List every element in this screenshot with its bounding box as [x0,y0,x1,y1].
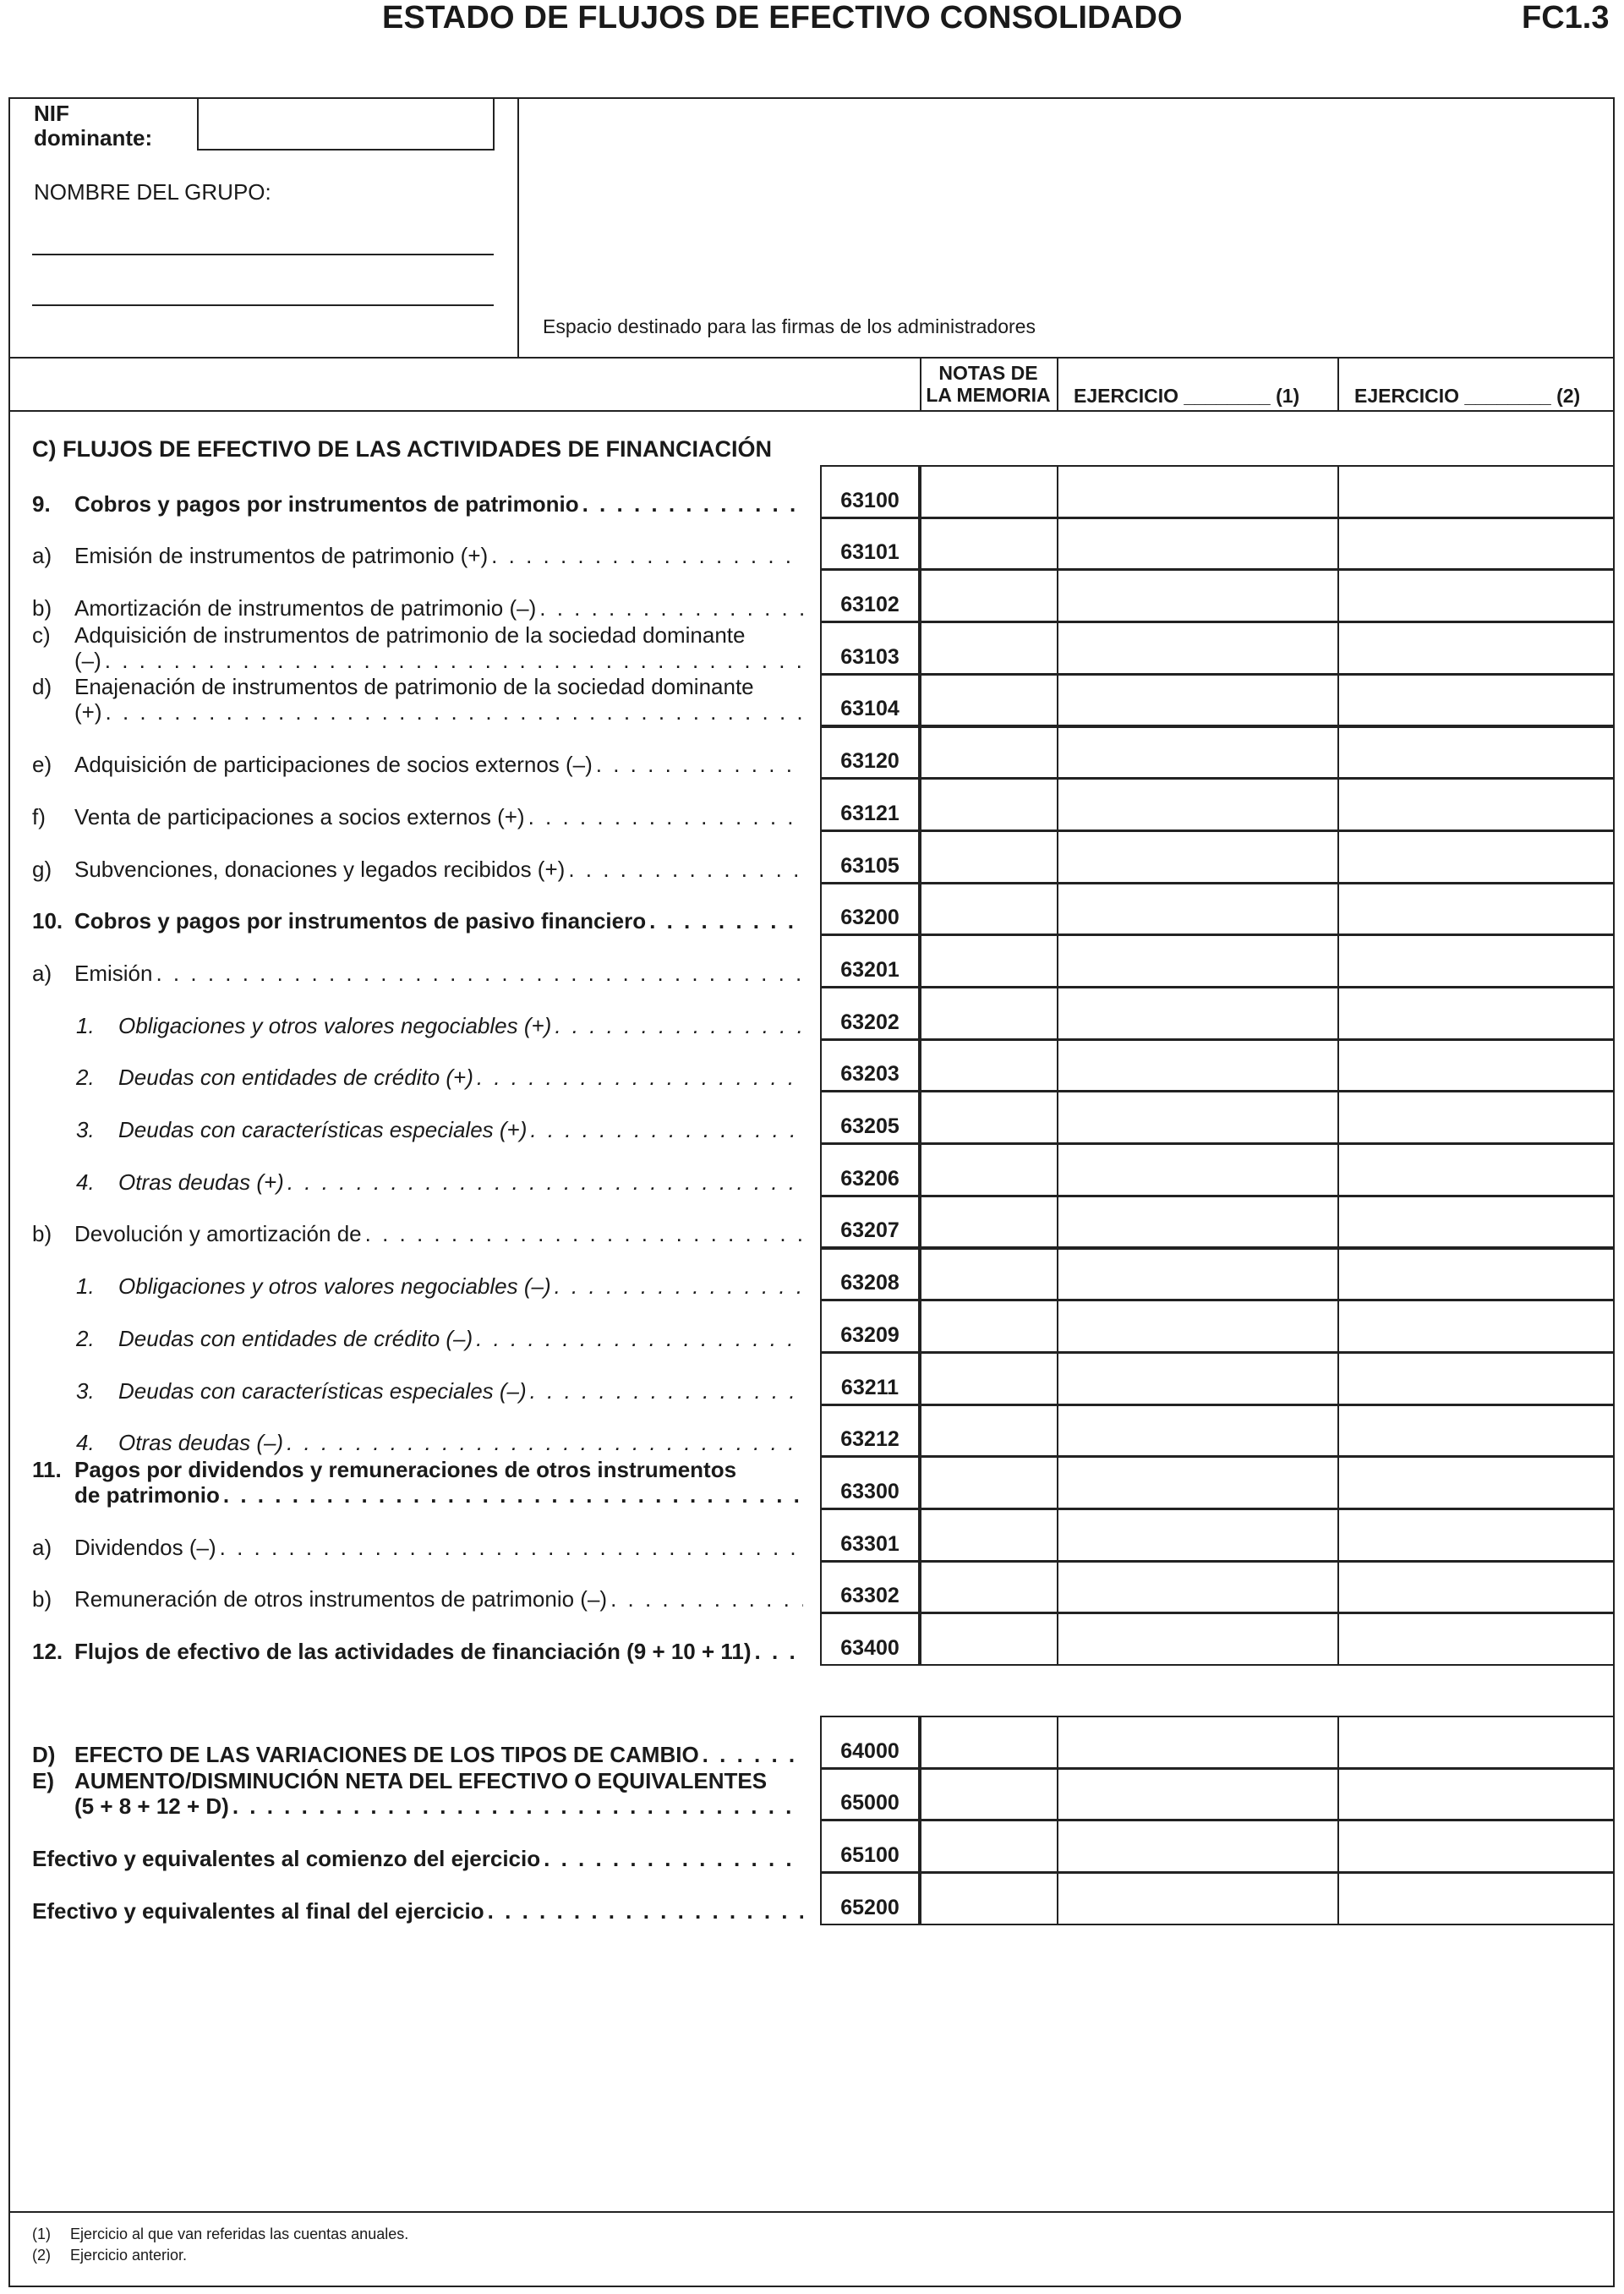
row-code: 63300 [820,1456,920,1509]
notes-cell-65100[interactable] [920,1820,1058,1873]
year2-cell-63102[interactable] [1337,569,1615,622]
row-code: 63120 [820,726,920,780]
row-number: 9. [32,490,51,517]
year2-cell-65000[interactable] [1337,1768,1615,1821]
year1-cell-65000[interactable] [1057,1768,1339,1821]
notes-cell-63205[interactable] [920,1091,1058,1144]
row-label [74,543,803,568]
year1-cell-63300[interactable] [1057,1456,1339,1509]
row-label-text: Cobros y pagos por instrumentos de pasivo financiero [74,908,647,934]
nif-label-line2: dominante: [34,125,153,151]
year1-cell-63103[interactable] [1057,621,1339,675]
notes-cell-63104[interactable] [920,674,1058,727]
footnote-2 [32,2245,408,2266]
row-label [74,1742,803,1767]
footnote-1-number: (1) [32,2226,51,2242]
row-number: a) [32,960,52,986]
year2-cell-63302[interactable] [1337,1561,1615,1614]
row-code: 63212 [820,1404,920,1458]
year2-cell-63209[interactable] [1337,1300,1615,1353]
notes-cell-63105[interactable] [920,830,1058,884]
year2-cell-63103[interactable] [1337,621,1615,675]
year2-cell-63101[interactable] [1337,517,1615,571]
year2-cell-65100[interactable] [1337,1820,1615,1873]
leader-dots [568,857,803,882]
notes-cell-63202[interactable] [920,987,1058,1040]
year2-cell-63120[interactable] [1337,726,1615,780]
row-number: a) [32,543,52,569]
row-label-text: Remuneración de otros instrumentos de patrimonio (–) [74,1586,608,1612]
year1-cell-63211[interactable] [1057,1352,1339,1405]
row-label-text: Flujos de efectivo de las actividades de financiación (9 + 10 + 11) [74,1639,752,1665]
nif-input[interactable] [197,97,495,151]
row-number: a) [32,1534,52,1560]
row-63212 [32,1404,803,1456]
row-63211 [32,1351,803,1404]
leader-dots [555,1013,803,1038]
leader-dots [544,1846,803,1871]
row-label-line2: (–) [74,647,101,673]
year2-cell-63202[interactable] [1337,987,1615,1040]
notes-header-line1: NOTAS DE [938,362,1038,384]
row-code: 63101 [820,517,920,571]
row-code: 63207 [820,1196,920,1249]
row-63300 [32,1455,803,1508]
row-number: 10. [32,908,63,934]
row-number: b) [32,595,52,621]
row-label-text: Obligaciones y otros valores negociables (–) [118,1273,551,1300]
row-code: 63206 [820,1143,920,1196]
row-63105 [32,829,803,882]
row-label-line2: (+) [74,699,102,725]
leader-dots [610,1586,803,1612]
row-63101 [32,517,803,569]
notes-cell-63120[interactable] [920,726,1058,780]
notes-cell-63207[interactable] [920,1196,1058,1249]
row-63202 [32,986,803,1038]
year1-cell-65200[interactable] [1057,1872,1339,1925]
row-label [74,1586,803,1612]
row-label-text: Cobros y pagos por instrumentos de patrimonio [74,490,579,517]
row-code: 63209 [820,1300,920,1353]
nif-label [34,101,152,151]
notes-cell-63206[interactable] [920,1143,1058,1196]
col-divider-c [1337,357,1339,411]
year1-cell-63206[interactable] [1057,1143,1339,1196]
nif-label-line1: NIF [34,101,69,126]
row-label [74,1221,803,1246]
leader-dots [491,543,803,568]
year1-cell-63101[interactable] [1057,517,1339,571]
year1-cell-63102[interactable] [1057,569,1339,622]
leader-dots [476,1326,803,1351]
notes-cell-63209[interactable] [920,1300,1058,1353]
row-number: 11. [32,1456,62,1482]
row-label [74,1768,803,1819]
row-number: 3. [76,1377,95,1404]
row-number: c) [32,621,51,648]
footnote-1-text: Ejercicio al que van referidas las cuentas anuales. [70,2226,409,2242]
row-label [74,1457,803,1508]
footnote-1 [32,2224,408,2245]
row-code: 64000 [820,1716,920,1769]
row-label [32,1846,803,1871]
row-63301 [32,1508,803,1560]
row-label-line1: Adquisición de instrumentos de patrimonio de la sociedad dominante [74,621,746,648]
notes-cell-63101[interactable] [920,517,1058,571]
row-63100 [32,464,803,517]
row-63208 [32,1247,803,1300]
row-code: 63301 [820,1508,920,1562]
row-label-line2: de patrimonio [74,1481,220,1508]
row-63201 [32,933,803,986]
year1-cell-65100[interactable] [1057,1820,1339,1873]
row-label [74,674,803,725]
row-code: 63103 [820,621,920,675]
leader-dots [156,961,803,986]
notes-cell-64000[interactable] [920,1716,1058,1769]
year2-cell-65200[interactable] [1337,1872,1615,1925]
row-label [118,1273,803,1299]
notes-cell-63211[interactable] [920,1352,1058,1405]
year1-cell-64000[interactable] [1057,1716,1339,1769]
row-number: e) [32,752,52,778]
year1-cell-63105[interactable] [1057,830,1339,884]
row-code: 63400 [820,1612,920,1666]
leader-dots [287,1169,803,1195]
year1-cell-63302[interactable] [1057,1561,1339,1614]
year2-cell-63207[interactable] [1337,1196,1615,1249]
row-63209 [32,1299,803,1351]
row-63121 [32,777,803,829]
year2-cell-64000[interactable] [1337,1716,1615,1769]
row-code: 63211 [820,1352,920,1405]
row-label-text: Deudas con entidades de crédito (–) [118,1325,473,1351]
group-name-line-2[interactable] [32,304,494,306]
row-63200 [32,882,803,934]
leader-dots [223,1482,803,1508]
notes-cell-63300[interactable] [920,1456,1058,1509]
notes-cell-63208[interactable] [920,1248,1058,1301]
row-number: b) [32,1586,52,1612]
row-number: D) [32,1741,56,1767]
footnote-2-text: Ejercicio anterior. [70,2247,188,2264]
leader-dots [106,699,804,725]
leader-dots [703,1742,803,1767]
notes-cell-63103[interactable] [920,621,1058,675]
year2-cell-63301[interactable] [1337,1508,1615,1562]
row-64000 [32,1715,803,1767]
footnote-2-number: (2) [32,2247,51,2264]
row-label-text: Efectivo y equivalentes al final del ejercicio [32,1897,484,1924]
notes-column-header [921,362,1055,406]
row-number: d) [32,674,52,700]
row-label-text: Adquisición de participaciones de socios externos (–) [74,752,593,778]
row-label-text: EFECTO DE LAS VARIACIONES DE LOS TIPOS DE CAMBIO [74,1741,699,1767]
row-label-text: Otras deudas (–) [118,1430,284,1456]
leader-dots [220,1535,803,1560]
row-code: 63205 [820,1091,920,1144]
row-code: 63105 [820,830,920,884]
id-bottom-rule [8,357,1615,359]
row-label [118,1065,803,1090]
row-label [118,1117,803,1142]
row-label [74,804,803,829]
row-label-line1: Pagos por dividendos y remuneraciones de otros instrumentos [74,1456,737,1482]
row-label [118,1326,803,1351]
row-label [118,1013,803,1038]
row-label [74,491,803,517]
row-label-text: Efectivo y equivalentes al comienzo del ejercicio [32,1846,541,1872]
row-63120 [32,725,803,778]
row-code: 65100 [820,1820,920,1873]
leader-dots [539,595,803,621]
notes-cell-63100[interactable] [920,465,1058,518]
row-63206 [32,1142,803,1195]
row-code: 65000 [820,1768,920,1821]
row-label-text: Deudas con entidades de crédito (+) [118,1065,473,1091]
row-63203 [32,1038,803,1091]
year2-cell-63212[interactable] [1337,1404,1615,1458]
leader-dots [530,1378,803,1404]
year2-cell-63208[interactable] [1337,1248,1615,1301]
leader-dots [596,752,803,777]
signature-space-label: Espacio destinado para las firmas de los administradores [543,315,1036,337]
year2-cell-63121[interactable] [1337,778,1615,831]
leader-dots [582,491,803,517]
year2-cell-63200[interactable] [1337,883,1615,936]
year1-column-header: EJERCICIO ________ (1) [1074,385,1300,407]
row-label [74,1639,803,1664]
row-label-text: Deudas con características especiales (+) [118,1117,528,1143]
notes-cell-63212[interactable] [920,1404,1058,1458]
year1-cell-63203[interactable] [1057,1039,1339,1092]
year2-cell-63205[interactable] [1337,1091,1615,1144]
row-label-text: Deudas con características especiales (–) [118,1377,527,1404]
leader-dots [287,1430,803,1455]
row-65000 [32,1767,803,1820]
row-label-text: Amortización de instrumentos de patrimonio (–) [74,595,537,621]
row-code: 63121 [820,778,920,831]
leader-dots [555,1273,803,1299]
row-63103 [32,621,803,673]
year1-cell-63120[interactable] [1057,726,1339,780]
footnote-rule [8,2211,1615,2213]
row-code: 63100 [820,465,920,518]
year2-column-header: EJERCICIO ________ (2) [1354,385,1581,407]
year1-cell-63201[interactable] [1057,934,1339,988]
notes-cell-63200[interactable] [920,883,1058,936]
notes-cell-63301[interactable] [920,1508,1058,1562]
row-label-text: Emisión [74,960,153,986]
col-head-rule [8,410,1615,412]
leader-dots [755,1639,803,1664]
leader-dots [477,1065,803,1090]
row-label [118,1430,803,1455]
year1-cell-63205[interactable] [1057,1091,1339,1144]
notes-cell-63400[interactable] [920,1612,1058,1666]
row-label [74,595,803,621]
row-63102 [32,568,803,621]
row-number: 4. [76,1430,95,1456]
notes-cell-63302[interactable] [920,1561,1058,1614]
row-number: 2. [76,1325,95,1351]
signature-area[interactable] [519,99,1613,356]
row-number: 4. [76,1169,95,1195]
year1-cell-63100[interactable] [1057,465,1339,518]
row-label-text: Venta de participaciones a socios externos (+) [74,803,525,829]
row-63104 [32,673,803,725]
form-code: FC1.3 [1522,0,1610,36]
year1-cell-63121[interactable] [1057,778,1339,831]
year2-cell-63206[interactable] [1337,1143,1615,1196]
leader-dots [528,804,803,829]
year1-cell-63104[interactable] [1057,674,1339,727]
notes-header-line2: LA MEMORIA [926,384,1051,406]
row-label-line1: AUMENTO/DISMINUCIÓN NETA DEL EFECTIVO O EQUIVALENTES [74,1768,768,1794]
year1-cell-63212[interactable] [1057,1404,1339,1458]
row-number: f) [32,803,46,829]
row-label-text: Obligaciones y otros valores negociables (+) [118,1012,552,1038]
row-label [74,961,803,986]
row-63302 [32,1560,803,1612]
row-65100 [32,1819,803,1871]
row-number: 3. [76,1117,95,1143]
row-65200 [32,1871,803,1924]
year2-cell-63201[interactable] [1337,934,1615,988]
notes-cell-65000[interactable] [920,1768,1058,1821]
section-c-title: C) FLUJOS DE EFECTIVO DE LAS ACTIVIDADES DE FINANCIACIÓN [32,436,773,462]
row-code: 63104 [820,674,920,727]
year1-cell-63400[interactable] [1057,1612,1339,1666]
row-label-text: Emisión de instrumentos de patrimonio (+) [74,543,489,569]
year1-cell-63208[interactable] [1057,1248,1339,1301]
row-number: 1. [76,1273,95,1300]
row-label [118,1378,803,1404]
row-label-text: Subvenciones, donaciones y legados recibidos (+) [74,856,566,882]
row-label [32,1898,803,1924]
group-name-line-1[interactable] [32,254,494,255]
row-label [74,752,803,777]
row-code: 63200 [820,883,920,936]
col-divider-b [1057,357,1058,411]
year1-cell-63200[interactable] [1057,883,1339,936]
row-label [74,622,803,673]
row-63400 [32,1612,803,1664]
notes-cell-65200[interactable] [920,1872,1058,1925]
year2-cell-63211[interactable] [1337,1352,1615,1405]
row-label [74,857,803,882]
row-label [74,1535,803,1560]
row-code: 63102 [820,569,920,622]
year2-cell-63104[interactable] [1337,674,1615,727]
row-label-text: Otras deudas (+) [118,1169,284,1195]
row-code: 63201 [820,934,920,988]
group-name-label: NOMBRE DEL GRUPO: [34,179,271,205]
leader-dots [232,1793,803,1819]
leader-dots [365,1221,803,1246]
notes-cell-63203[interactable] [920,1039,1058,1092]
row-label [74,908,803,933]
year1-cell-63301[interactable] [1057,1508,1339,1562]
year1-cell-63207[interactable] [1057,1196,1339,1249]
notes-cell-63102[interactable] [920,569,1058,622]
leader-dots [649,908,803,933]
year2-cell-63105[interactable] [1337,830,1615,884]
row-label-line2: (5 + 8 + 12 + D) [74,1793,229,1820]
leader-dots [488,1898,803,1924]
year2-cell-63400[interactable] [1337,1612,1615,1666]
year1-cell-63209[interactable] [1057,1300,1339,1353]
footnotes [32,2224,408,2266]
row-label [118,1169,803,1195]
row-63207 [32,1195,803,1247]
row-number: 2. [76,1065,95,1091]
row-number: E) [32,1768,54,1794]
row-number: 12. [32,1639,63,1665]
leader-dots [530,1117,803,1142]
row-code: 65200 [820,1872,920,1925]
form-title: ESTADO DE FLUJOS DE EFECTIVO CONSOLIDADO [382,0,1183,36]
row-code: 63208 [820,1248,920,1301]
notes-cell-63201[interactable] [920,934,1058,988]
row-number: g) [32,856,52,882]
row-63205 [32,1090,803,1142]
year2-cell-63203[interactable] [1337,1039,1615,1092]
row-label-text: Dividendos (–) [74,1534,216,1560]
notes-cell-63121[interactable] [920,778,1058,831]
year1-cell-63202[interactable] [1057,987,1339,1040]
year2-cell-63300[interactable] [1337,1456,1615,1509]
row-label-line1: Enajenación de instrumentos de patrimonio de la sociedad dominante [74,674,754,700]
row-code: 63203 [820,1039,920,1092]
row-code: 63302 [820,1561,920,1614]
row-number: b) [32,1221,52,1247]
row-code: 63202 [820,987,920,1040]
year2-cell-63100[interactable] [1337,465,1615,518]
row-label-text: Devolución y amortización de [74,1221,362,1247]
leader-dots [105,648,803,673]
row-number: 1. [76,1012,95,1038]
